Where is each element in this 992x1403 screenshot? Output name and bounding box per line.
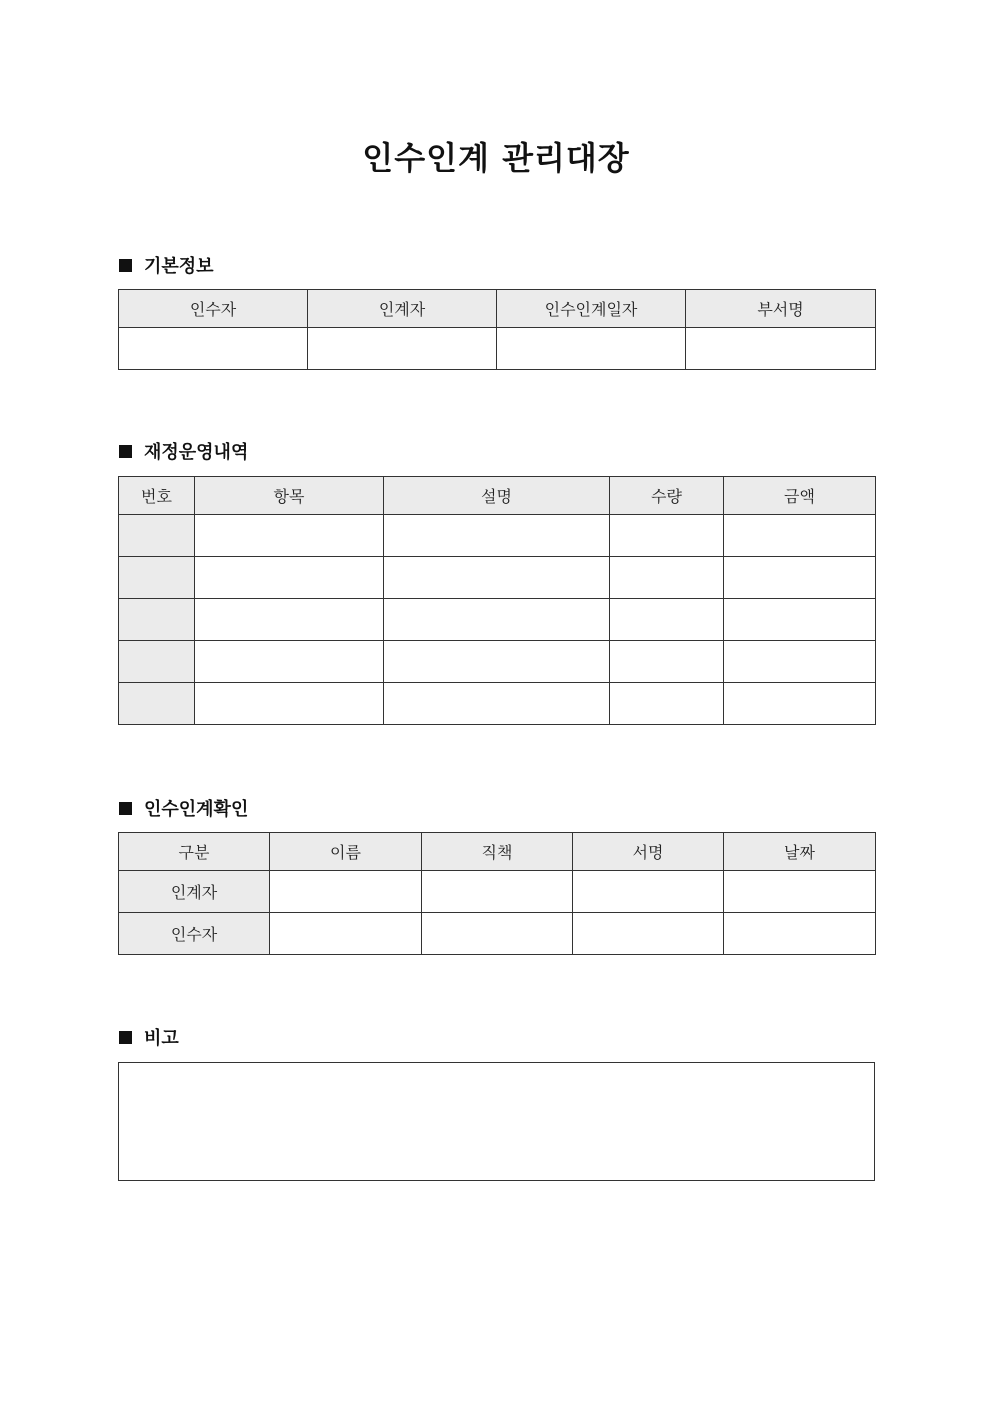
amount-cell[interactable] bbox=[724, 599, 876, 641]
table-header-row bbox=[119, 477, 876, 515]
date-cell[interactable] bbox=[497, 328, 686, 370]
table-row bbox=[119, 683, 876, 725]
basic-info-table bbox=[118, 289, 876, 370]
column-header-department: 부서명 bbox=[686, 290, 876, 328]
number-cell[interactable] bbox=[119, 683, 195, 725]
table-row bbox=[119, 871, 876, 913]
description-cell[interactable] bbox=[384, 557, 610, 599]
number-cell[interactable] bbox=[119, 557, 195, 599]
quantity-cell[interactable] bbox=[610, 599, 724, 641]
amount-cell[interactable] bbox=[724, 641, 876, 683]
position-cell[interactable] bbox=[422, 913, 573, 955]
signature-cell[interactable] bbox=[573, 913, 724, 955]
name-cell[interactable] bbox=[270, 871, 422, 913]
column-header-date: 인수인계일자 bbox=[497, 290, 686, 328]
number-cell[interactable] bbox=[119, 599, 195, 641]
column-header-description: 설명 bbox=[384, 477, 610, 515]
amount-cell[interactable] bbox=[724, 557, 876, 599]
amount-cell[interactable] bbox=[724, 515, 876, 557]
column-header-name: 이름 bbox=[270, 833, 422, 871]
table-row bbox=[119, 913, 876, 955]
column-header-date: 날짜 bbox=[724, 833, 876, 871]
date-cell[interactable] bbox=[724, 913, 876, 955]
item-cell[interactable] bbox=[195, 599, 384, 641]
table-header-row bbox=[119, 290, 876, 328]
signature-cell[interactable] bbox=[573, 871, 724, 913]
confirm-heading bbox=[119, 796, 248, 820]
number-cell[interactable] bbox=[119, 641, 195, 683]
finance-heading-label: 재정운영내역 bbox=[144, 442, 249, 463]
column-header-amount: 금액 bbox=[724, 477, 876, 515]
column-header-item: 항목 bbox=[195, 477, 384, 515]
square-bullet-icon bbox=[119, 259, 132, 272]
position-cell[interactable] bbox=[422, 871, 573, 913]
confirm-heading-label: 인수인계확인 bbox=[144, 799, 249, 820]
table-header-row bbox=[119, 833, 876, 871]
description-cell[interactable] bbox=[384, 683, 610, 725]
square-bullet-icon bbox=[119, 445, 132, 458]
basic-info-heading-label: 기본정보 bbox=[144, 256, 214, 277]
name-cell[interactable] bbox=[270, 913, 422, 955]
confirm-table bbox=[118, 832, 876, 955]
finance-table bbox=[118, 476, 876, 725]
item-cell[interactable] bbox=[195, 515, 384, 557]
amount-cell[interactable] bbox=[724, 683, 876, 725]
column-header-category: 구분 bbox=[119, 833, 270, 871]
item-cell[interactable] bbox=[195, 641, 384, 683]
description-cell[interactable] bbox=[384, 515, 610, 557]
row-label-receiver: 인수자 bbox=[119, 913, 270, 955]
table-row bbox=[119, 515, 876, 557]
table-row bbox=[119, 557, 876, 599]
description-cell[interactable] bbox=[384, 599, 610, 641]
page-title: 인수인계 관리대장 bbox=[362, 139, 630, 177]
column-header-position: 직책 bbox=[422, 833, 573, 871]
item-cell[interactable] bbox=[195, 683, 384, 725]
square-bullet-icon bbox=[119, 1031, 132, 1044]
remarks-box[interactable] bbox=[118, 1062, 875, 1181]
department-cell[interactable] bbox=[686, 328, 876, 370]
quantity-cell[interactable] bbox=[610, 557, 724, 599]
item-cell[interactable] bbox=[195, 557, 384, 599]
column-header-receiver: 인수자 bbox=[119, 290, 308, 328]
quantity-cell[interactable] bbox=[610, 515, 724, 557]
quantity-cell[interactable] bbox=[610, 683, 724, 725]
table-row bbox=[119, 641, 876, 683]
receiver-cell[interactable] bbox=[119, 328, 308, 370]
description-cell[interactable] bbox=[384, 641, 610, 683]
finance-heading bbox=[119, 439, 248, 463]
remarks-heading bbox=[119, 1025, 179, 1049]
basic-info-heading bbox=[119, 253, 214, 277]
column-header-quantity: 수량 bbox=[610, 477, 724, 515]
column-header-number: 번호 bbox=[119, 477, 195, 515]
handover-cell[interactable] bbox=[308, 328, 497, 370]
remarks-heading-label: 비고 bbox=[144, 1028, 179, 1049]
column-header-signature: 서명 bbox=[573, 833, 724, 871]
quantity-cell[interactable] bbox=[610, 641, 724, 683]
square-bullet-icon bbox=[119, 802, 132, 815]
date-cell[interactable] bbox=[724, 871, 876, 913]
column-header-handover: 인계자 bbox=[308, 290, 497, 328]
number-cell[interactable] bbox=[119, 515, 195, 557]
table-row bbox=[119, 599, 876, 641]
row-label-handover: 인계자 bbox=[119, 871, 270, 913]
table-row bbox=[119, 328, 876, 370]
